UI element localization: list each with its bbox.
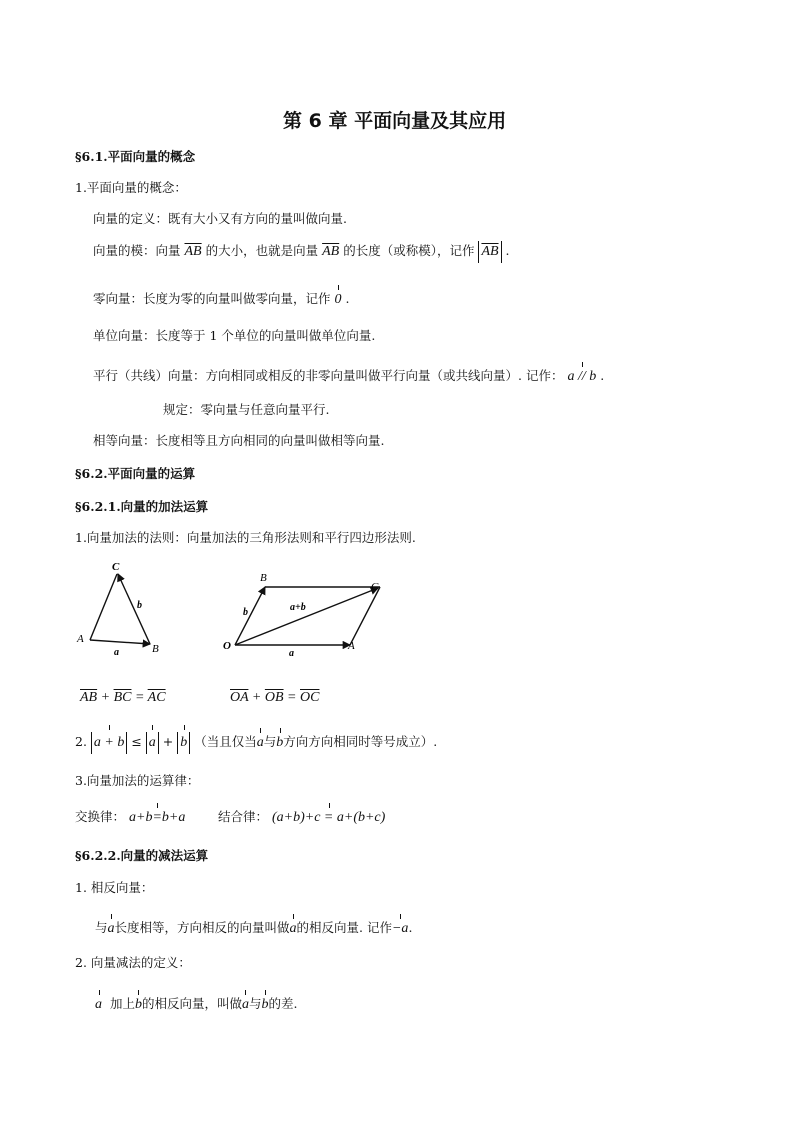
triangle-rule-figure [70, 558, 170, 668]
parallelogram-rule-equation: $\overline{OA} + \overline{OB} = \overline{OC}$ [230, 690, 320, 705]
triangle-inequality-line: 2. a + b ≤ a + b （当且仅当a与b方向方向相同时等号成立）. [75, 732, 437, 754]
item-concept: 1.平面向量的概念： [75, 180, 187, 195]
vector-OB-arrow [235, 587, 265, 645]
label-a: a [289, 648, 294, 659]
parallel-symbol: a // b [567, 369, 597, 384]
page-title: 第 6 章 平面向量及其应用 [283, 110, 507, 132]
section-6-2-heading: §6.2.平面向量的运算 [75, 466, 196, 481]
side-AC [350, 587, 380, 645]
label-B: B [260, 572, 267, 584]
modulus-AB: $\overline{AB}$ [478, 241, 501, 263]
label-a-plus-b: a+b [290, 602, 306, 613]
associative-law: 结合律： (a+b)+c = a+(b+c) [218, 809, 386, 825]
label-b: b [243, 607, 248, 618]
vector-sum-arrow [90, 574, 117, 640]
triangle-rule-equation: $\overline{AB} + \overline{BC} = \overline{AC}$ [80, 690, 166, 705]
label-B: B [152, 643, 159, 655]
label-C: C [112, 561, 120, 573]
section-6-2-1-heading: §6.2.1.向量的加法运算 [75, 499, 209, 514]
commutative-law: 交换律： a+b=b+a [75, 809, 186, 825]
parallelogram-rule-figure [220, 565, 390, 660]
zero-vector-line: 零向量：长度为零的向量叫做零向量，记作 0 . [93, 291, 350, 307]
label-A: A [348, 640, 355, 652]
subtraction-definition: a 加上b的相反向量，叫做a与b的差. [95, 996, 298, 1012]
label-C: C [371, 581, 379, 593]
addition-laws-heading: 3.向量加法的运算律： [75, 773, 200, 788]
opposite-vector-heading: 1. 相反向量： [75, 880, 154, 895]
vector-a-arrow [90, 640, 150, 644]
vector-b-arrow [118, 574, 150, 644]
equal-vector-line: 相等向量：长度相等且方向相同的向量叫做相等向量. [93, 433, 385, 448]
vector-AB: $\overline{AB}$ [184, 244, 202, 259]
label-b: b [137, 600, 142, 611]
label-a: a [114, 647, 119, 658]
section-6-1-heading: §6.1.平面向量的概念 [75, 149, 196, 164]
vector-AB: $\overline{AB}$ [322, 244, 340, 259]
parallel-vector-line: 平行（共线）向量：方向相同或相反的非零向量叫做平行向量（或共线向量）. 记作： a // b . [93, 368, 605, 384]
subtraction-heading: 2. 向量减法的定义： [75, 955, 191, 970]
opposite-vector-definition: 与a长度相等，方向相反的向量叫做a的相反向量. 记作−a. [95, 920, 413, 936]
zero-vector-symbol: 0 [334, 292, 342, 307]
zero-parallel-rule: 规定：零向量与任意向量平行. [163, 402, 330, 417]
vector-definition: 向量的定义：既有大小又有方向的量叫做向量. [93, 211, 347, 226]
addition-law: 1.向量加法的法则：向量加法的三角形法则和平行四边形法则. [75, 530, 416, 545]
unit-vector-line: 单位向量：长度等于 1 个单位的向量叫做单位向量. [93, 328, 376, 343]
label-O: O [223, 640, 231, 652]
section-6-2-2-heading: §6.2.2.向量的减法运算 [75, 848, 209, 863]
vector-modulus-line: 向量的模：向量 $\overline{AB}$ 的大小，也就是向量 $\overline{AB}$ 的长度（或称模），记作 $\overline{AB}$ . [93, 241, 510, 263]
vector-OC-arrow [235, 588, 378, 645]
label-A: A [77, 633, 84, 645]
